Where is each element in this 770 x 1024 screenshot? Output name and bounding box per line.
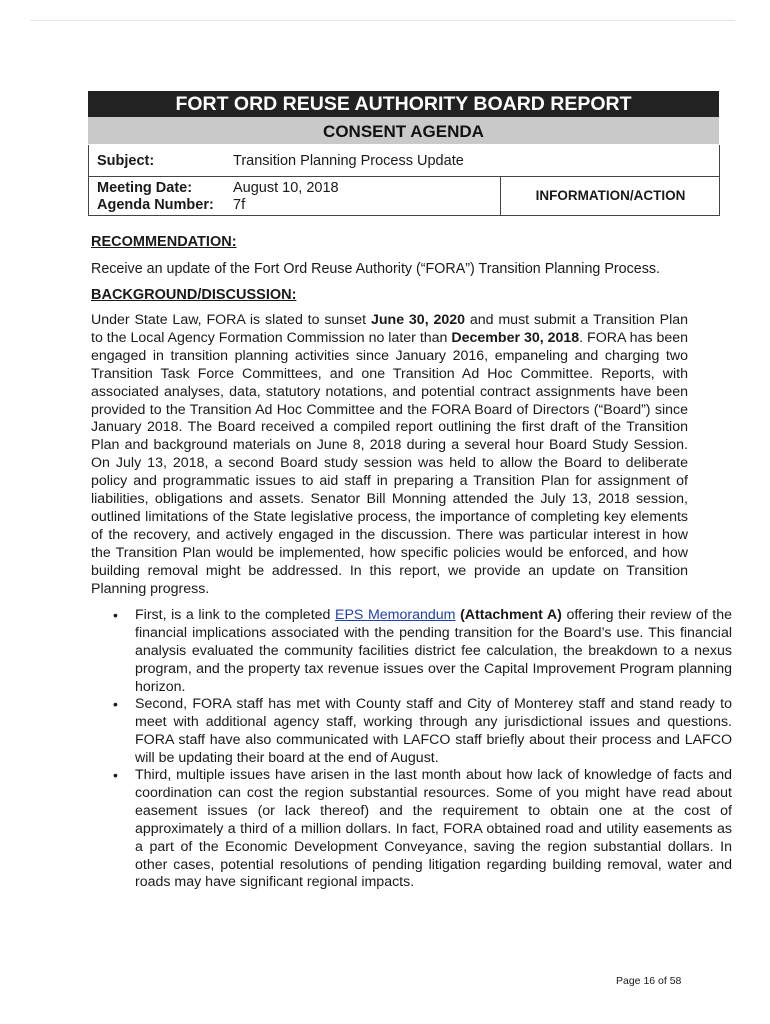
bg-text-1: Under State Law, FORA is slated to sunset xyxy=(91,312,371,328)
background-heading: BACKGROUND/DISCUSSION: xyxy=(91,287,297,303)
bullet-icon: • xyxy=(113,696,118,712)
attachment-a-label: (Attachment A) xyxy=(460,607,562,623)
meeting-date-value: August 10, 2018 xyxy=(233,180,339,196)
agenda-number-label: Agenda Number: xyxy=(97,197,214,213)
report-title: FORT ORD REUSE AUTHORITY BOARD REPORT xyxy=(88,91,719,117)
background-paragraph xyxy=(91,312,688,599)
bullet-3-text: Third, multiple issues have arisen in the last month about how lack of knowledge of facts and coordination can cost the region substantial resources. Some of you might have read about easement issues (or lack thereof) and the requirement to obtain one at the cost of approximately a third of a million dollars. In fact, FORA obtained road and utility easements as a part of the Economic Development Conveyance, saving the region substantial dollars. In other cases, potential resolutions of pending litigation regarding building removal, water and roads may have significant regional impacts. xyxy=(135,767,732,891)
bg-text-3: . FORA has been engaged in transition planning activities since January 2016, empaneling and charging two Transition Task Force Committees, and one Transition Ad Hoc Committee. Reports, with associated analyses, data, statutory notations, and potential contract assignments have been provided to the Transition Ad Hoc Committee and the FORA Board of Directors (“Board”) since January 2018. The Board received a compiled report outlining the first draft of the Transition Plan and background materials on June 8, 2018 during a several hour Board Study Session. On July 13, 2018, a second Board study session was held to allow the Board to deliberate policy and programmatic issues to aid staff in preparing a Transition Plan for assignment of liabilities, obligations and assets. Senator Bill Monning attended the July 13, 2018 session, outlined limitations of the State legislative process, the importance of completing key elements of the recovery, and actively engaged in the discussion. There was particular interest in how the Transition Plan would be implemented, how specific policies would be enforced, and how building removal might be addressed. In this report, we provide an update on Transition Planning progress. xyxy=(91,329,689,597)
bullet-1-text-rest: offering their review of the financial implications associated with the pending transition for the Board’s use. This financial analysis evaluated the community facilities district fee calculation, the breakdown to a nexus program, and the property tax revenue issues over the Capital Improvement Program planning horizon. xyxy=(135,607,732,695)
agenda-type-banner: CONSENT AGENDA xyxy=(88,117,719,144)
subject-value: Transition Planning Process Update xyxy=(233,153,464,169)
bg-text-2: and must submit a Transition Plan to the Local Agency Formation Commission no later than xyxy=(91,312,689,346)
page-number: Page 16 of 58 xyxy=(616,975,682,987)
bullet-1-text: First, is a link to the completed xyxy=(135,607,335,623)
report-info-table xyxy=(88,145,720,216)
list-item xyxy=(91,696,732,768)
bullet-icon: • xyxy=(113,767,118,783)
subject-row xyxy=(89,145,719,177)
recommendation-text: Receive an update of the Fort Ord Reuse Authority (“FORA”) Transition Planning Process. xyxy=(91,261,660,277)
recommendation-heading: RECOMMENDATION: xyxy=(91,234,237,250)
top-rule xyxy=(30,20,735,21)
sunset-date: June 30, 2020 xyxy=(370,312,466,328)
deadline-date: December 30, 2018 xyxy=(451,329,580,346)
subject-label: Subject: xyxy=(97,153,155,169)
agenda-number-value: 7f xyxy=(233,197,246,213)
meeting-date-label: Meeting Date: xyxy=(97,180,193,196)
list-item xyxy=(91,767,732,892)
action-type: INFORMATION/ACTION xyxy=(500,176,720,215)
eps-memorandum-link[interactable]: EPS Memorandum xyxy=(335,607,456,623)
list-item xyxy=(91,607,732,697)
bullet-icon: • xyxy=(113,607,118,623)
bullet-2-text: Second, FORA staff has met with County staff and City of Monterey staff and stand ready to meet with additional agency staff, working through any jurisdictional issues and questions. FORA staff have also communicated with LAFCO staff briefly about their process and LAFCO will be updating their board at the end of August. xyxy=(135,696,732,766)
